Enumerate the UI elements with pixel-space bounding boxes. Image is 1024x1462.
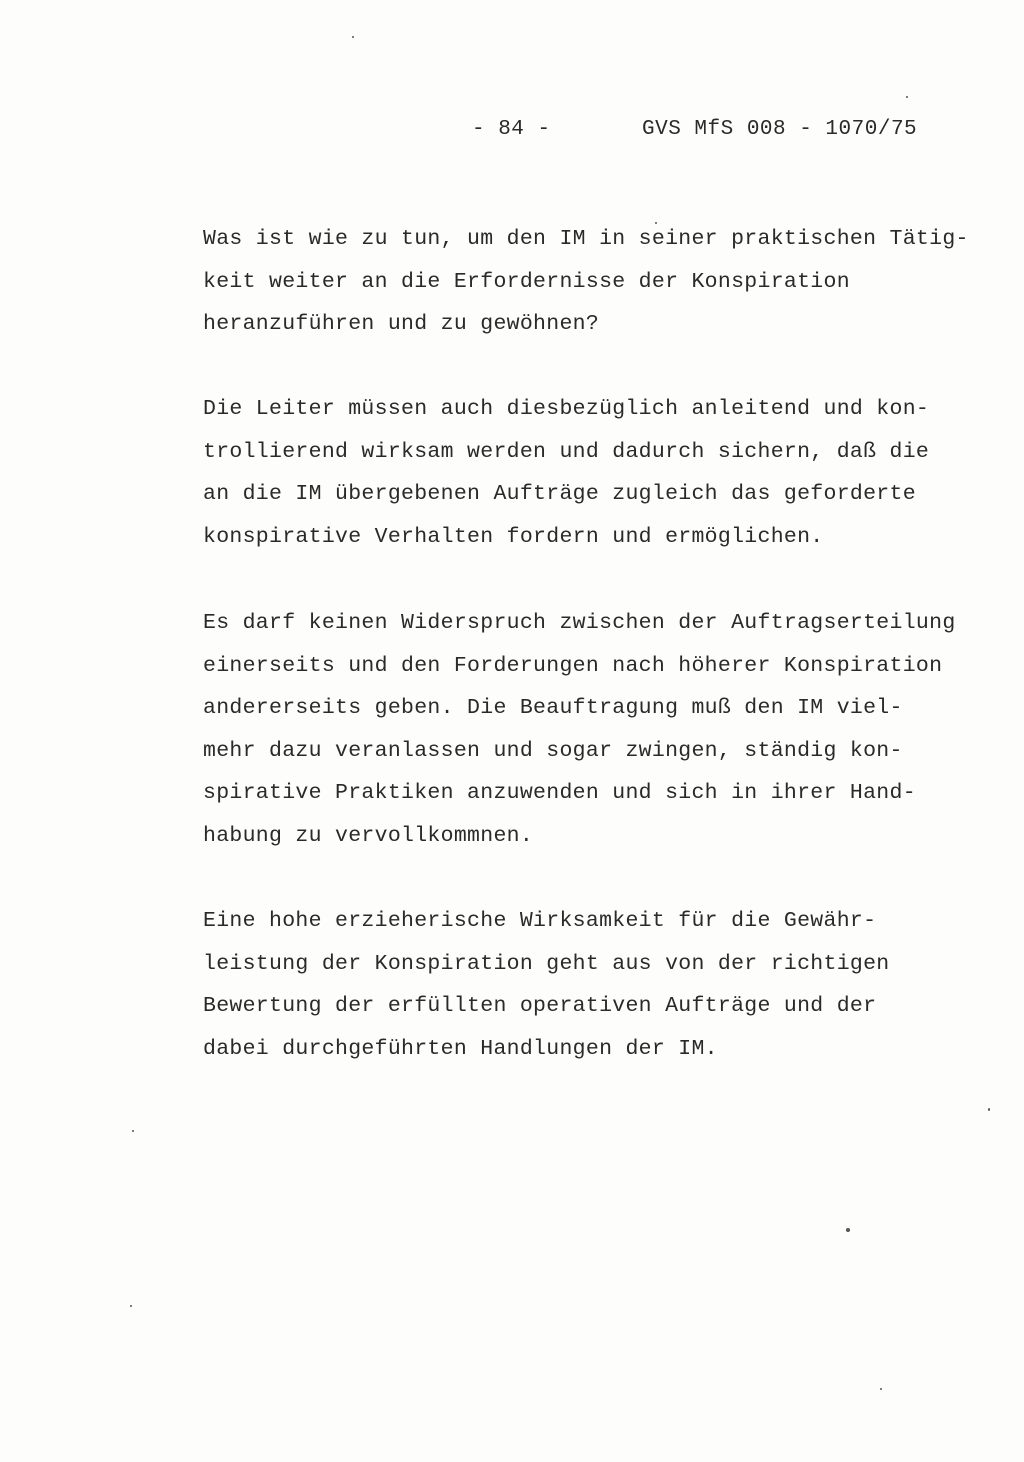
text-line: heranzuführen und zu gewöhnen? [203, 312, 600, 336]
scan-speck [132, 1130, 134, 1132]
scan-speck [352, 36, 354, 38]
scan-speck [906, 96, 908, 98]
page-number: - 84 - [472, 118, 551, 141]
text-line: Es darf keinen Widerspruch zwischen der Auftragserteilung [203, 611, 956, 635]
scan-speck [655, 222, 657, 224]
paragraph-1 [203, 218, 983, 346]
page-header [0, 118, 1024, 152]
text-line: dabei durchgeführten Handlungen der IM. [203, 1036, 718, 1061]
paragraph-2 [203, 388, 983, 558]
paragraph-3 [203, 602, 983, 857]
text-line: Eine hohe erzieherische Wirksamkeit für die Gewähr- [203, 909, 877, 933]
scan-speck [130, 1305, 132, 1307]
paragraph-4 [203, 900, 983, 1070]
text-line: Bewertung der erfüllten operativen Aufträge und der [203, 994, 877, 1018]
scan-speck [846, 1228, 850, 1232]
text-line: einerseits und den Forderungen nach höherer Konspiration [203, 653, 943, 678]
text-line: leistung der Konspiration geht aus von der richtigen [203, 951, 890, 976]
text-line: konspirative Verhalten fordern und ermöglichen. [203, 524, 824, 549]
document-reference: GVS MfS 008 - 1070/75 [642, 118, 918, 141]
text-line: habung zu vervollkommnen. [203, 823, 534, 848]
scan-speck [880, 1388, 882, 1390]
text-line: Die Leiter müssen auch diesbezüglich anleitend und kon- [203, 397, 930, 421]
text-line: keit weiter an die Erfordernisse der Konspiration [203, 269, 850, 294]
text-line: andererseits geben. Die Beauftragung muß den IM viel- [203, 696, 903, 720]
text-line: mehr dazu veranlassen und sogar zwingen, ständig kon- [203, 738, 903, 763]
text-line: an die IM übergebenen Aufträge zugleich das geforderte [203, 482, 916, 506]
text-line: trollierend wirksam werden und dadurch sichern, daß die [203, 439, 930, 464]
scan-speck [988, 1108, 990, 1111]
text-line: spirative Praktiken anzuwenden und sich in ihrer Hand- [203, 781, 916, 805]
text-line: Was ist wie zu tun, um den IM in seiner praktischen Tätig- [203, 227, 969, 251]
